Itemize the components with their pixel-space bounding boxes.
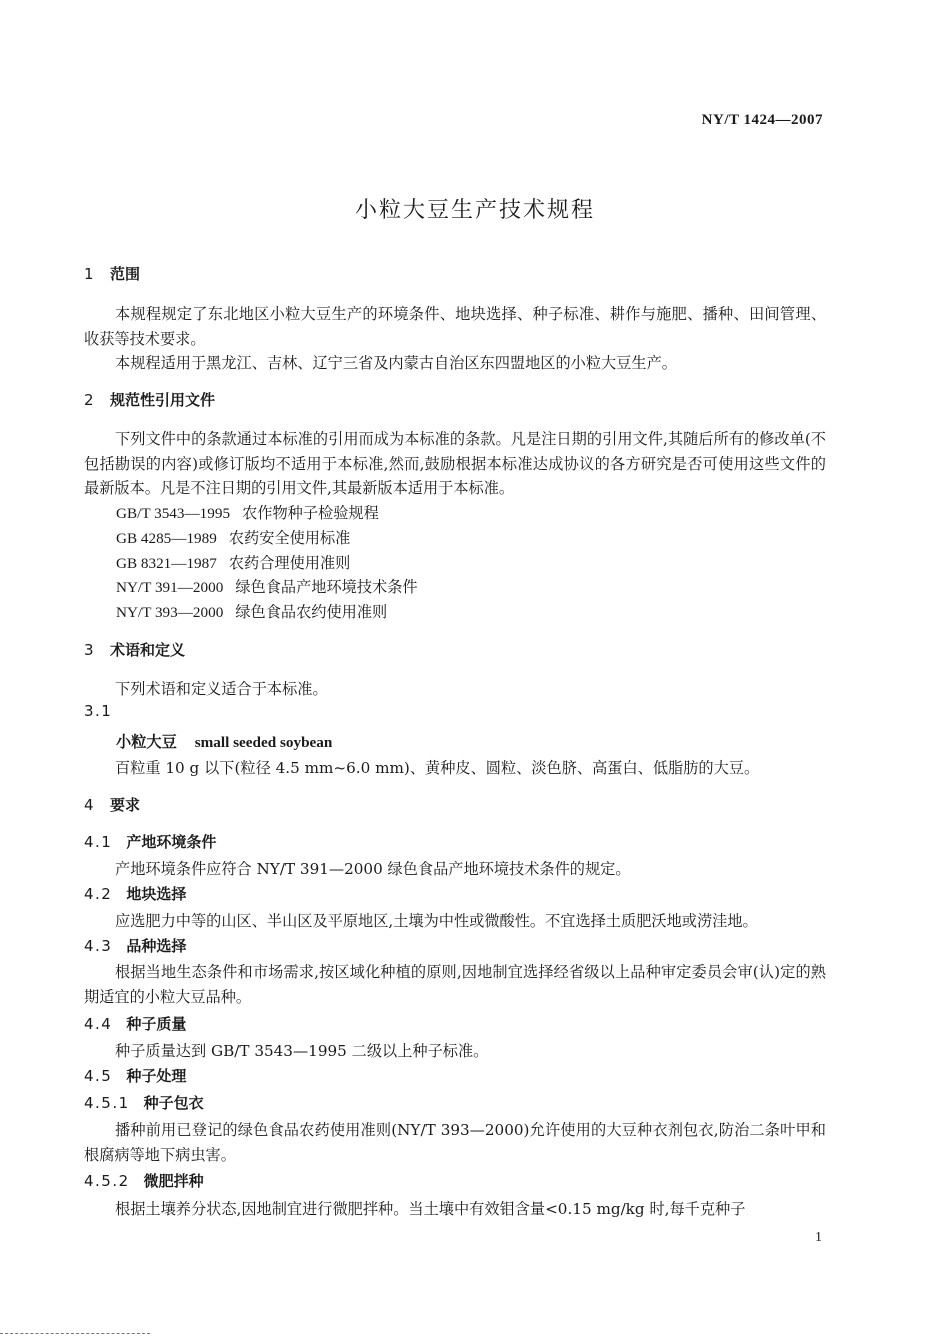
subsection-number: 4.5.1 bbox=[84, 1094, 130, 1112]
section-title: 术语和定义 bbox=[110, 641, 186, 659]
subsection-3-1-heading bbox=[84, 702, 126, 720]
section-title: 范围 bbox=[110, 265, 141, 283]
subsection-number: 4.3 bbox=[84, 937, 113, 955]
section-2-heading bbox=[84, 389, 215, 410]
subsection-number: 4.4 bbox=[84, 1015, 113, 1033]
section-number: 2 bbox=[84, 391, 94, 409]
term-english: small seeded soybean bbox=[194, 734, 333, 751]
section-title: 要求 bbox=[110, 796, 141, 814]
subsection-title: 品种选择 bbox=[126, 937, 187, 955]
scan-edge-line bbox=[0, 1333, 150, 1334]
subsection-4-5-heading bbox=[84, 1065, 186, 1086]
subsection-4-1-text: 产地环境条件应符合 NY/T 391—2000 绿色食品产地环境技术条件的规定。 bbox=[115, 860, 631, 878]
reference-name: 农药合理使用准则 bbox=[228, 554, 351, 572]
section-number: 3 bbox=[84, 641, 94, 659]
document-title: 小粒大豆生产技术规程 bbox=[354, 198, 595, 223]
reference-item bbox=[116, 552, 350, 573]
subsection-title: 地块选择 bbox=[126, 885, 187, 903]
subsection-4-3-text: 根据当地生态条件和市场需求,按区域化种植的原则,因地制宜选择经省级以上品种审定委员会审(认)定的熟期适宜的小粒大豆品种。 bbox=[84, 963, 826, 1006]
subsection-4-4-heading bbox=[84, 1013, 186, 1034]
reference-code: GB 8321—1987 bbox=[116, 555, 217, 572]
subsection-title: 种子质量 bbox=[126, 1015, 187, 1033]
subsection-title: 产地环境条件 bbox=[126, 833, 217, 851]
section-3-paragraph-1: 下列术语和定义适合于本标准。 bbox=[115, 680, 328, 698]
reference-code: GB/T 3543—1995 bbox=[116, 505, 231, 522]
reference-code: NY/T 393—2000 bbox=[116, 604, 224, 621]
subsection-4-5-2-text: 根据土壤养分状态,因地制宜进行微肥拌种。当土壤中有效钼含量<0.15 mg/kg 时,每千克种子 bbox=[115, 1200, 746, 1218]
subsection-4-4-text: 种子质量达到 GB/T 3543—1995 二级以上种子标准。 bbox=[115, 1042, 489, 1060]
term-definition: 百粒重 10 g 以下(粒径 4.5 mm~6.0 mm)、黄种皮、圆粒、淡色脐、高蛋白、低脂肪的大豆。 bbox=[115, 759, 760, 777]
reference-name: 绿色食品产地环境技术条件 bbox=[235, 578, 418, 596]
section-number: 1 bbox=[84, 265, 94, 283]
standard-number: NY/T 1424—2007 bbox=[701, 112, 823, 128]
subsection-4-5-1-heading bbox=[84, 1092, 204, 1113]
subsection-4-2-heading bbox=[84, 883, 186, 904]
subsection-title: 种子包衣 bbox=[143, 1094, 204, 1112]
reference-name: 农作物种子检验规程 bbox=[242, 504, 379, 522]
section-3-heading bbox=[84, 639, 185, 660]
subsection-4-5-1-text: 播种前用已登记的绿色食品农药使用准则(NY/T 393—2000)允许使用的大豆种衣剂包衣,防治二条叶甲和根腐病等地下病虫害。 bbox=[84, 1121, 826, 1164]
section-1-heading bbox=[84, 263, 140, 284]
section-4-heading bbox=[84, 794, 140, 815]
subsection-4-1-heading bbox=[84, 831, 216, 852]
reference-name: 绿色食品农约使用准则 bbox=[235, 603, 388, 621]
subsection-4-3-heading bbox=[84, 935, 186, 956]
section-number: 4 bbox=[84, 796, 94, 814]
subsection-title: 种子处理 bbox=[126, 1067, 187, 1085]
reference-name: 农药安全使用标准 bbox=[228, 529, 351, 547]
term-entry bbox=[116, 731, 332, 752]
page-number: 1 bbox=[815, 1230, 822, 1245]
reference-item bbox=[116, 502, 379, 523]
reference-code: NY/T 391—2000 bbox=[116, 579, 224, 596]
section-1-paragraph-2: 本规程适用于黑龙江、吉林、辽宁三省及内蒙古自治区东四盟地区的小粒大豆生产。 bbox=[115, 354, 677, 372]
reference-item bbox=[116, 576, 418, 597]
section-2-paragraph-1: 下列文件中的条款通过本标准的引用而成为本标准的条款。凡是注日期的引用文件,其随后所有的修改单(不包括勘误的内容)或修订版均不适用于本标准,然而,鼓励根据本标准达成协议的各方研究是否可使用这些文件的最新版本。凡是不注日期的引用文件,其最新版本适用于本标准。 bbox=[84, 430, 826, 497]
section-title: 规范性引用文件 bbox=[110, 391, 216, 409]
subsection-number: 4.5 bbox=[84, 1067, 113, 1085]
reference-item bbox=[116, 527, 350, 548]
reference-code: GB 4285—1989 bbox=[116, 530, 217, 547]
subsection-title: 微肥拌种 bbox=[143, 1172, 204, 1190]
subsection-number: 4.5.2 bbox=[84, 1172, 130, 1190]
reference-item bbox=[116, 601, 387, 622]
subsection-4-5-2-heading bbox=[84, 1170, 204, 1191]
term-chinese: 小粒大豆 bbox=[116, 733, 177, 751]
section-1-paragraph-1: 本规程规定了东北地区小粒大豆生产的环境条件、地块选择、种子标准、耕作与施肥、播种、田间管理、收获等技术要求。 bbox=[84, 305, 826, 348]
subsection-number: 4.2 bbox=[84, 885, 113, 903]
subsection-number: 4.1 bbox=[84, 833, 113, 851]
subsection-number: 3.1 bbox=[84, 702, 113, 720]
subsection-4-2-text: 应选肥力中等的山区、半山区及平原地区,土壤为中性或微酸性。不宜选择土质肥沃地或涝洼地。 bbox=[115, 912, 758, 930]
